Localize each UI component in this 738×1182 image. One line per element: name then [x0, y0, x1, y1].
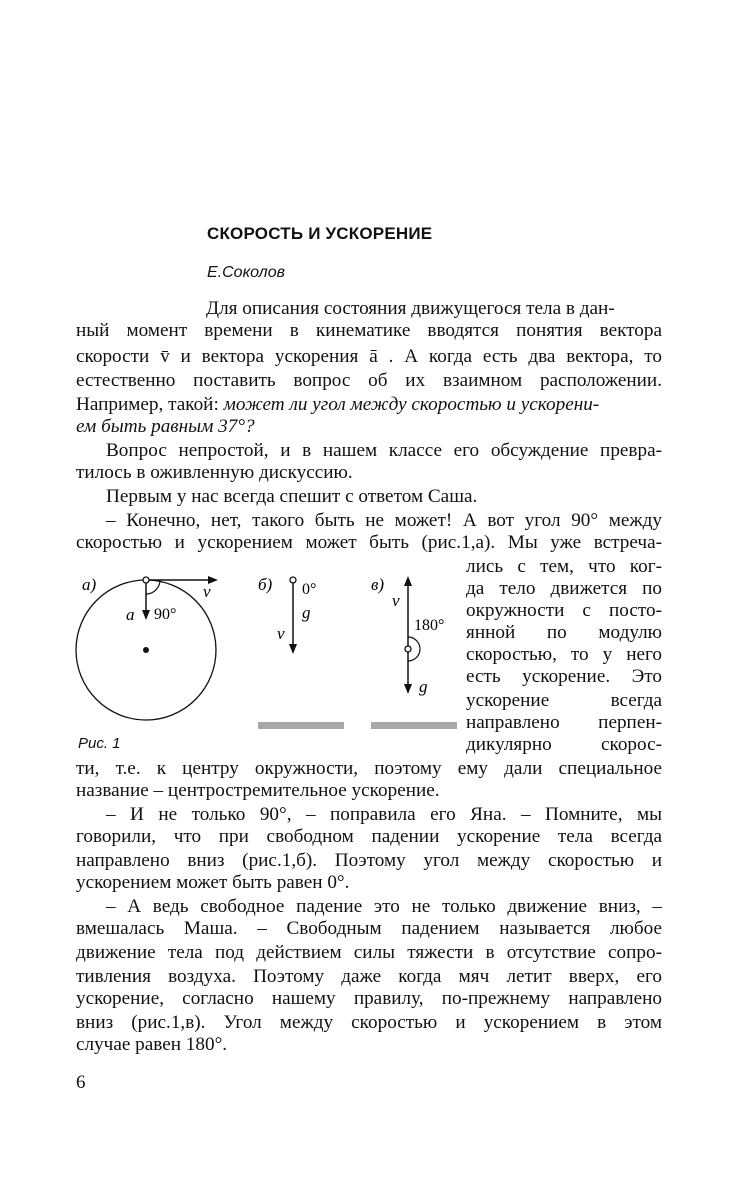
- text-line: случае равен 180°.: [76, 1034, 228, 1055]
- text-line: да тело движется по: [466, 578, 662, 599]
- figure-panel-c: [371, 575, 457, 729]
- text-line: Первым у нас всегда спешит с ответом Саша.: [106, 486, 478, 507]
- text-line: тивления воздуха. Поэтому даже когда мяч летит вверх, его: [76, 966, 662, 987]
- page-number: 6: [76, 1072, 86, 1093]
- text-line: янной по модулю: [466, 622, 662, 643]
- article-title: СКОРОСТЬ И УСКОРЕНИЕ: [207, 224, 433, 243]
- text-line: направлено перпен-: [466, 712, 662, 733]
- text-line: [76, 416, 662, 438]
- text-line: говорили, что при свободном падении ускорение тела всегда: [76, 826, 662, 847]
- text-line: вниз (рис.1,в). Угол между скоростью и ускорением в этом: [76, 1012, 662, 1033]
- text-line: Для описания состояния движущегося тела в дан-: [206, 298, 615, 319]
- text-line: направлено вниз (рис.1,б). Поэтому угол между скоростью и: [76, 850, 662, 871]
- text-line: [76, 394, 662, 416]
- text-line: Вопрос непростой, и в нашем классе его обсуждение превра-: [106, 440, 662, 461]
- text-span: Например, такой:: [76, 394, 219, 415]
- text-line: окружности с посто-: [466, 600, 662, 621]
- article-author: Е.Соколов: [207, 264, 285, 281]
- text-line: – Конечно, нет, такого быть не может! А вот угол 90° между: [106, 510, 662, 531]
- text-line: ускорением может быть равен 0°.: [76, 872, 350, 893]
- text-line: ускорение всегда: [466, 690, 662, 711]
- text-line: тилось в оживленную дискуссию.: [76, 462, 353, 483]
- text-line: дикулярно скорос-: [466, 734, 662, 755]
- body-point: [290, 577, 296, 583]
- text-line: – А ведь свободное падение это не только движение вниз, –: [106, 896, 662, 917]
- angle-label: 0°: [302, 581, 317, 598]
- angle-label: 90°: [154, 606, 177, 623]
- text-line: скоростью и ускорением может быть (рис.1,а). Мы уже встреча-: [76, 532, 662, 553]
- ground: [258, 722, 344, 729]
- text-line: естественно поставить вопрос об их взаимном расположении.: [76, 370, 662, 391]
- text-line: ускорение, согласно нашему правилу, по-прежнему направлено: [76, 988, 662, 1009]
- italic-question: ем быть равным 37°?: [76, 416, 255, 437]
- velocity-label: v: [277, 624, 285, 643]
- text-line: лись с тем, что ког-: [466, 556, 662, 577]
- text-line: название – центростремительное ускорение.: [76, 780, 440, 801]
- figure-panel-a: [76, 575, 216, 720]
- text-line: движение тела под действием силы тяжести в отсутствие сопро-: [76, 942, 662, 963]
- panel-label: а): [82, 575, 97, 594]
- figure-1: [66, 566, 466, 766]
- panel-label: б): [258, 575, 273, 594]
- text-line: скорости v̄ и вектора ускорения ā . А когда есть два вектора, то: [76, 346, 662, 367]
- gravity-label: g: [302, 603, 311, 622]
- ground: [371, 722, 457, 729]
- text-line: ти, т.е. к центру окружности, поэтому ему дали специальное: [76, 758, 662, 779]
- text-line: – И не только 90°, – поправила его Яна. – Помните, мы: [106, 804, 662, 825]
- text-line: есть ускорение. Это: [466, 666, 662, 687]
- text-line: скоростью, то у него: [466, 644, 662, 665]
- angle-label: 180°: [414, 617, 445, 634]
- body-point: [143, 577, 149, 583]
- body-point: [405, 646, 411, 652]
- italic-question: может ли угол между скоростью и ускорени-: [223, 394, 600, 415]
- center-dot: [143, 647, 149, 653]
- panel-label: в): [371, 575, 385, 594]
- figure-caption: Рис. 1: [78, 735, 121, 752]
- gravity-label: g: [419, 677, 428, 696]
- text-line: ный момент времени в кинематике вводятся понятия вектора: [76, 320, 662, 341]
- acceleration-label: a: [126, 605, 135, 624]
- velocity-label: v: [203, 582, 211, 601]
- velocity-label: v: [392, 591, 400, 610]
- text-line: вмешалась Маша. – Свободным падением называется любое: [76, 918, 662, 939]
- figure-panel-b: [258, 575, 344, 729]
